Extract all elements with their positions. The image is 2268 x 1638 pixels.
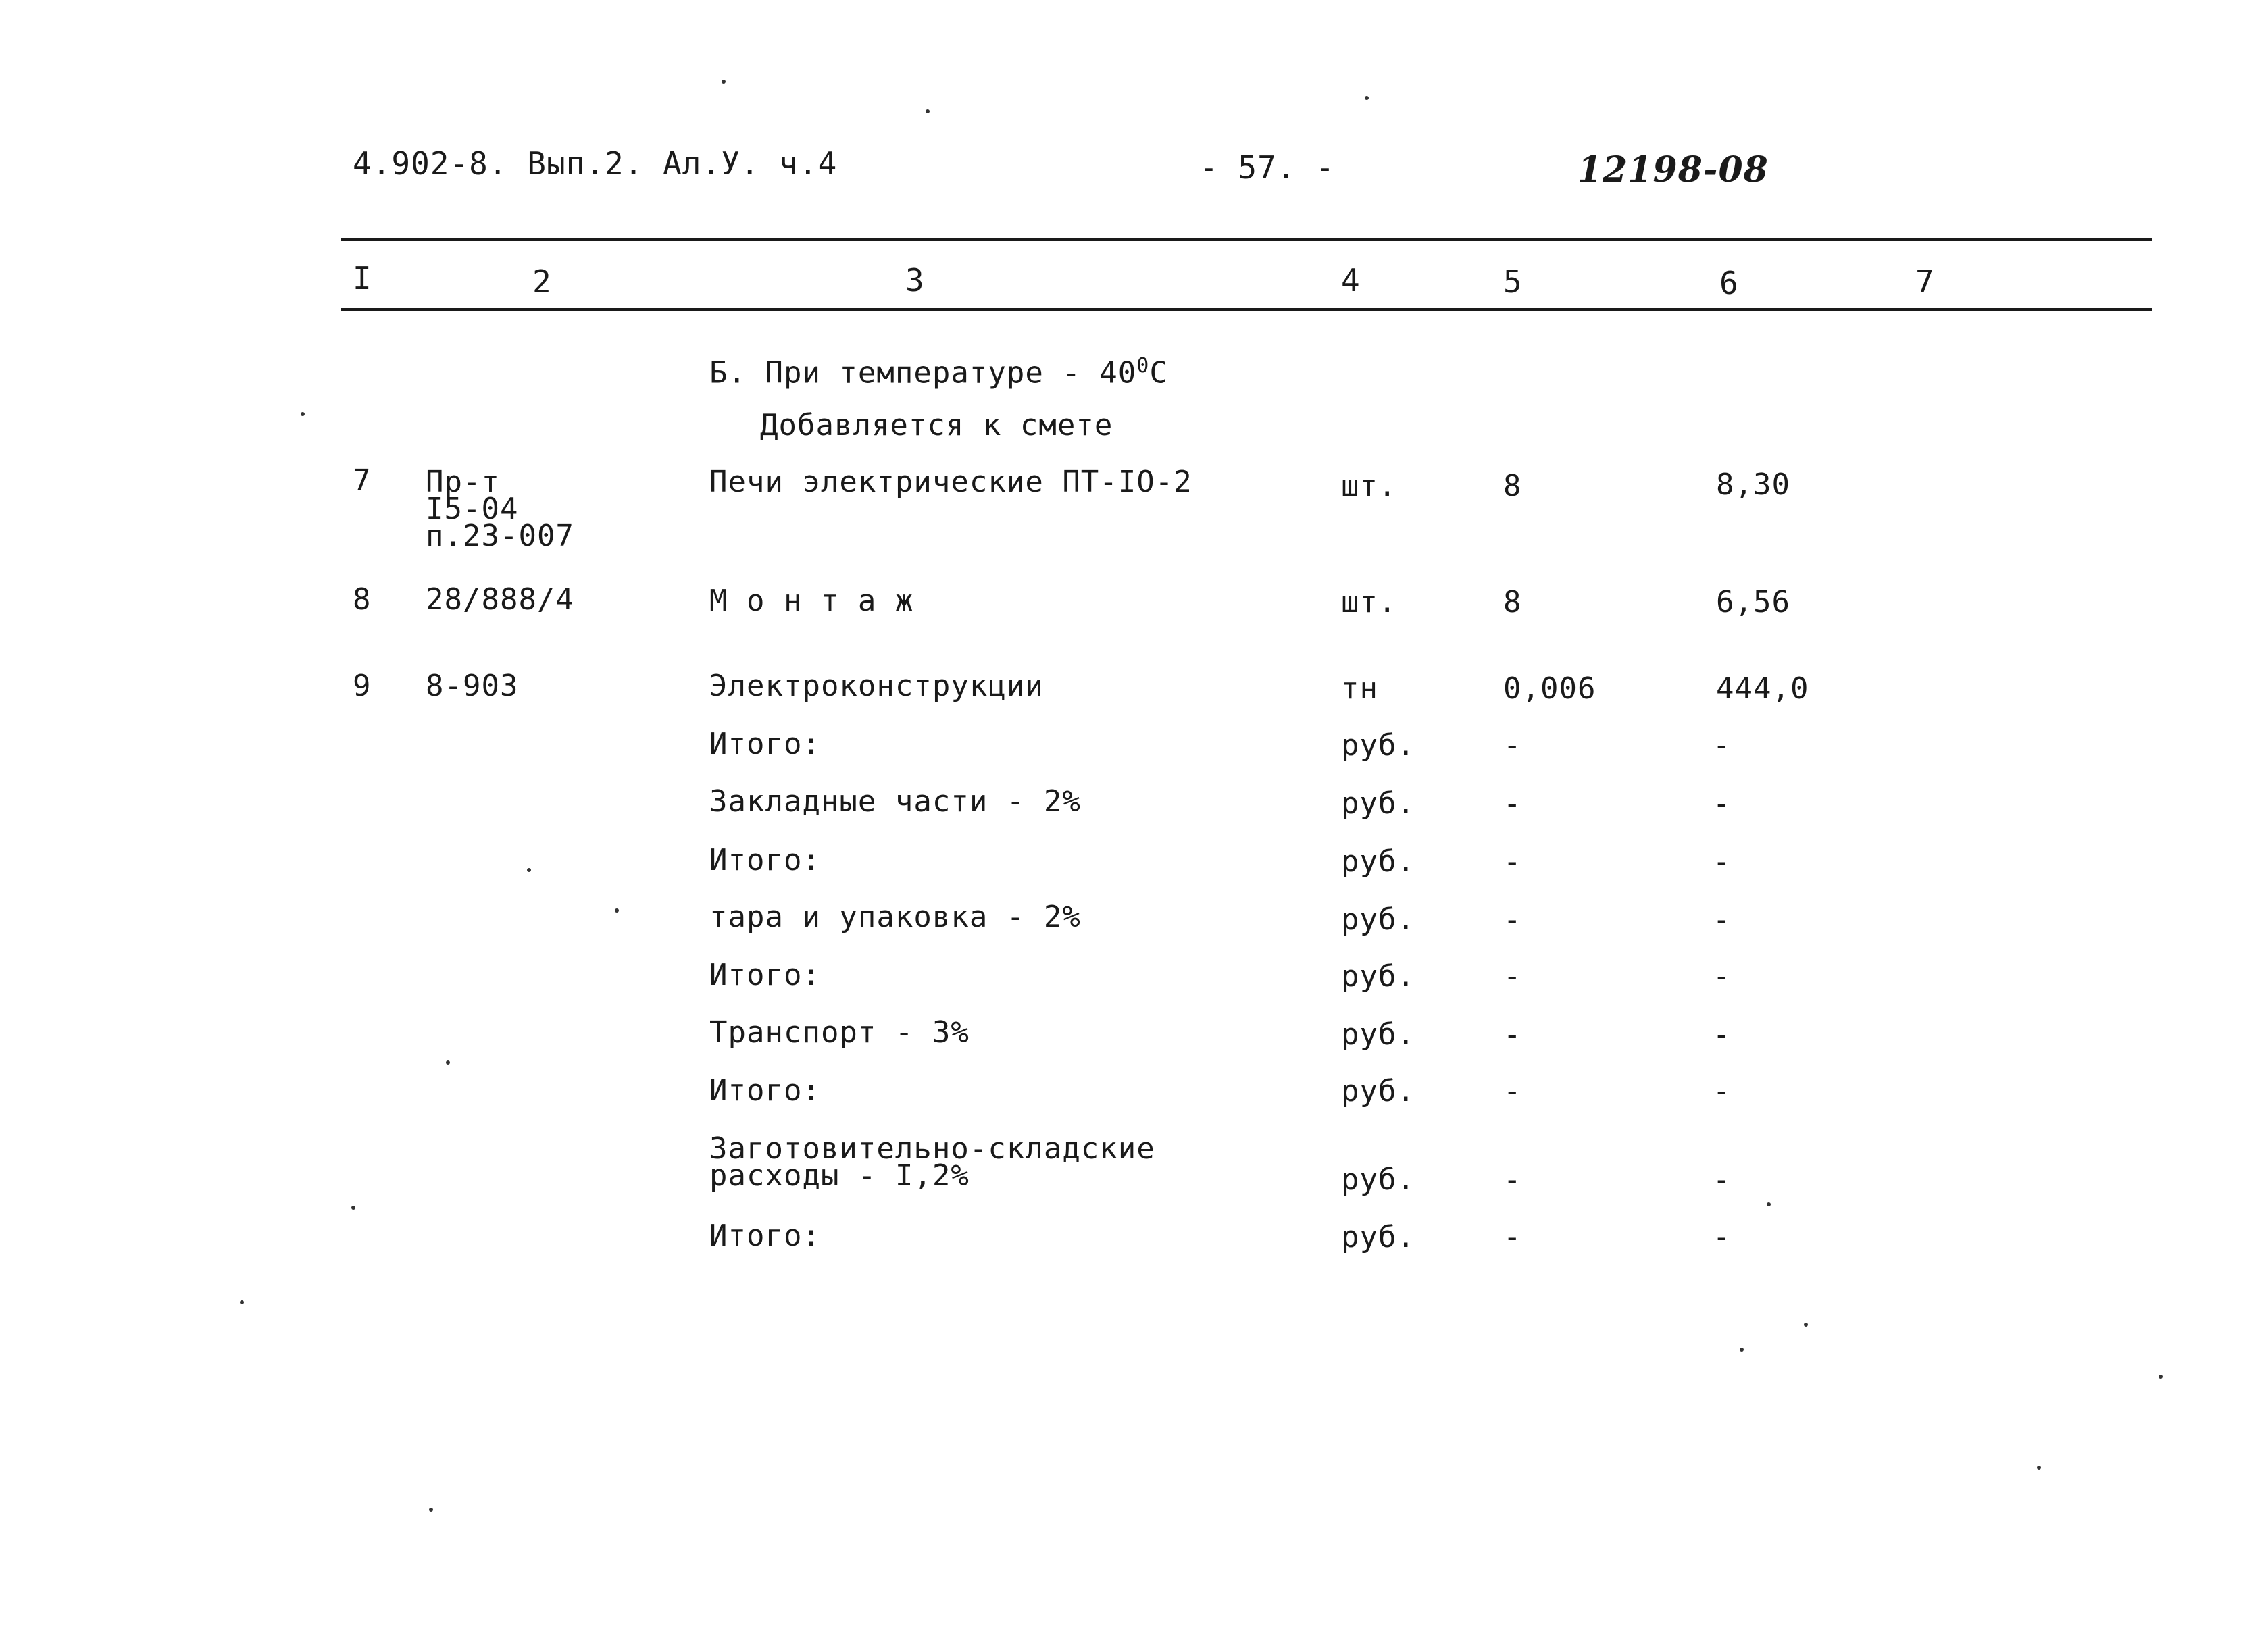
row-price: 444,0 [1716,671,1809,706]
row-unit: тн [1341,671,1378,706]
row-name: Печи электрические ПТ-IО-2 [709,465,1192,499]
total-qty: - [1503,728,1522,763]
row-unit: шт. [1341,469,1397,503]
scan-speck [615,908,619,913]
scan-speck [1767,1202,1771,1206]
scan-speck [240,1300,244,1304]
total-qty: - [1503,786,1522,821]
total-qty: - [1503,959,1522,994]
total-price: - [1713,1220,1732,1254]
row-name: М о н т а ж [709,584,914,618]
total-name: расходы - I,2% [709,1158,969,1193]
total-price: - [1713,728,1732,763]
total-unit: руб. [1341,1220,1415,1254]
total-qty: - [1503,1074,1522,1108]
row-unit: шт. [1341,585,1397,619]
total-price: - [1713,1074,1732,1108]
column-header: 7 [1915,263,1935,300]
total-unit: руб. [1341,959,1415,994]
row-code: Пр-т [426,465,500,499]
scan-speck [301,412,305,416]
total-price: - [1713,902,1732,937]
row-qty: 8 [1503,469,1522,503]
total-unit: руб. [1341,1074,1415,1108]
total-qty: - [1503,902,1522,937]
section-title-text: Б. При температуре - 40 [709,355,1137,390]
total-unit: руб. [1341,1162,1415,1197]
total-name: Итого: [709,1219,821,1253]
column-header: 4 [1341,262,1361,299]
total-unit: руб. [1341,902,1415,937]
inventory-number: 12198-08 [1578,149,1769,190]
section-title-unit: С [1149,355,1168,390]
total-name: Заготовительно-складские [709,1131,1155,1166]
column-header: 5 [1503,263,1523,300]
section-title-degree: 0 [1136,354,1150,378]
row-qty: 8 [1503,585,1522,619]
row-number: 7 [353,463,372,498]
total-name: Итого: [709,1073,821,1108]
total-price: - [1713,844,1732,879]
scan-speck [1804,1323,1808,1327]
scan-speck [351,1206,355,1210]
row-number: 8 [353,582,372,617]
total-name: Итого: [709,958,821,992]
total-price: - [1713,1017,1732,1052]
total-qty: - [1503,1017,1522,1052]
column-header: 2 [532,263,552,300]
total-qty: - [1503,844,1522,879]
row-code: 8-903 [426,669,519,703]
total-unit: руб. [1341,844,1415,879]
row-name: Электроконструкции [709,669,1044,703]
total-name: Закладные части - 2% [709,784,1081,819]
row-code: 28/888/4 [426,582,574,617]
scan-speck [926,109,930,113]
column-header: 3 [905,262,925,299]
column-header: I [353,260,372,297]
scan-speck [1365,96,1369,100]
header-rule-bottom [341,308,2152,311]
section-title [709,351,1168,388]
row-number: 9 [353,669,372,703]
scan-speck [527,868,531,872]
scan-speck [429,1508,433,1512]
scan-speck [2037,1466,2041,1470]
column-header: 6 [1719,265,1739,301]
row-code: п.23-007 [426,519,574,553]
row-price: 8,30 [1716,467,1790,502]
total-price: - [1713,1162,1732,1197]
total-name: Итого: [709,843,821,877]
total-name: Транспорт - 3% [709,1015,969,1050]
header-rule-top [341,238,2152,241]
total-unit: руб. [1341,1017,1415,1052]
total-name: тара и упаковка - 2% [709,900,1081,934]
scan-speck [2159,1375,2163,1379]
total-price: - [1713,786,1732,821]
doc-code: 4.902-8. Вып.2. Ал.У. ч.4 [353,145,838,182]
total-name: Итого: [709,727,821,761]
scan-speck [446,1060,450,1065]
total-price: - [1713,959,1732,994]
total-unit: руб. [1341,728,1415,763]
row-code: I5-04 [426,492,519,526]
row-qty: 0,006 [1503,671,1596,706]
scan-speck [722,80,726,84]
total-qty: - [1503,1162,1522,1197]
section-subtitle: Добавляется к смете [760,408,1113,442]
total-unit: руб. [1341,786,1415,821]
row-price: 6,56 [1716,585,1790,619]
scan-speck [1740,1348,1744,1352]
page-number: - 57. - [1199,149,1335,186]
total-qty: - [1503,1220,1522,1254]
